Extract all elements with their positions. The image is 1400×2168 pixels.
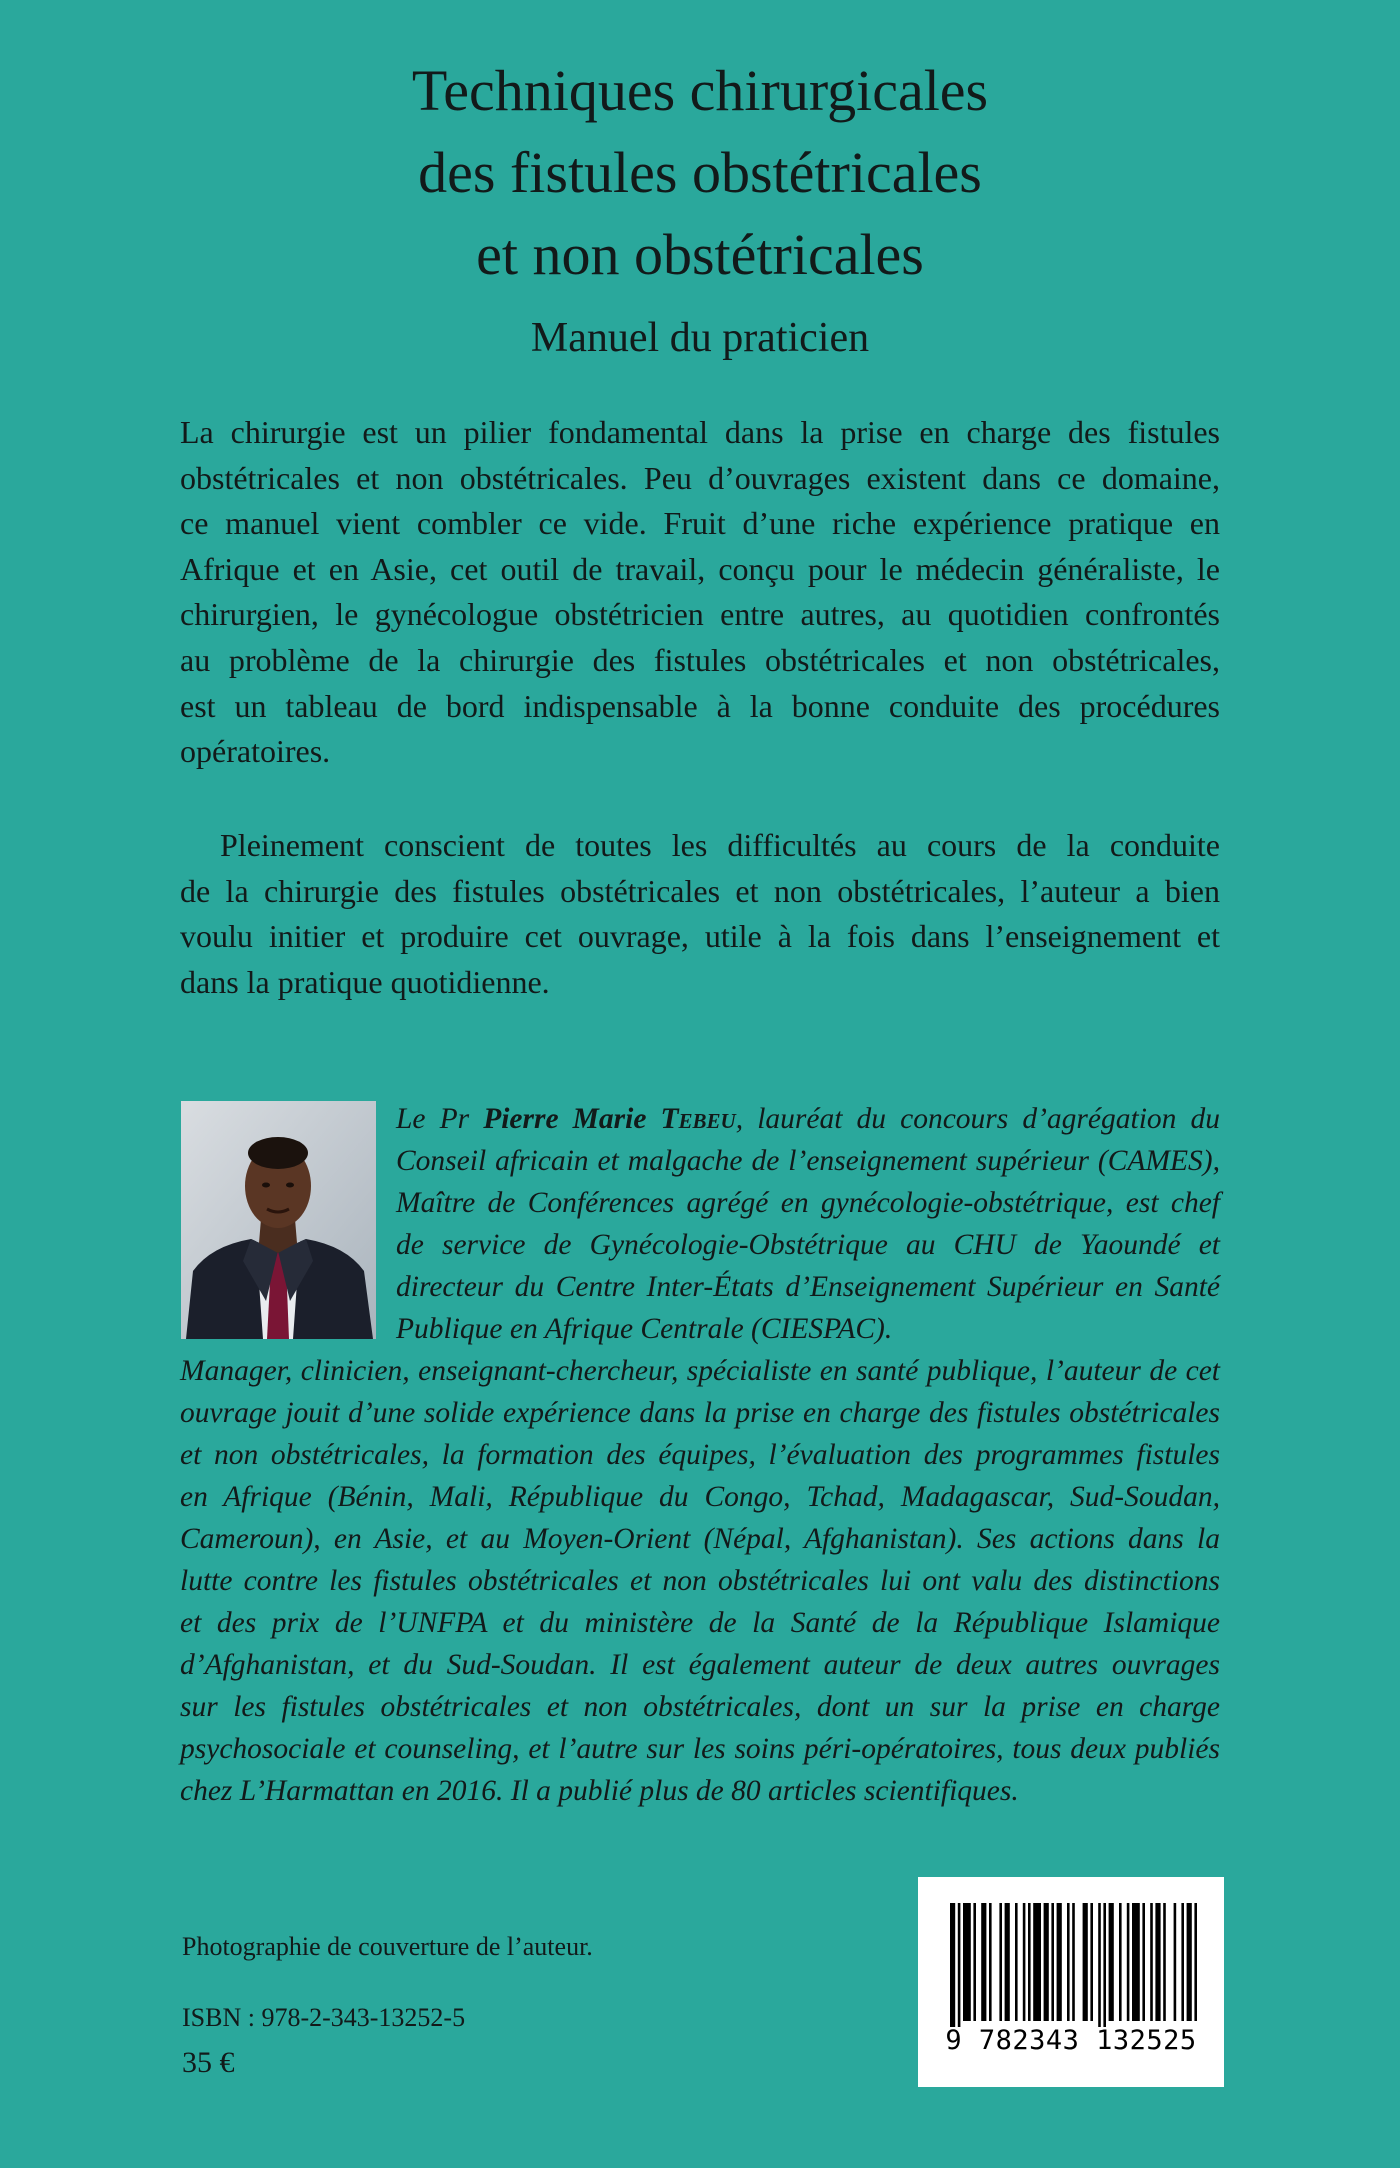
barcode-bar: [1181, 1903, 1184, 2021]
barcode-bar: [1132, 1903, 1140, 2021]
barcode: [918, 1877, 1224, 2087]
paragraph-line: dans la pratique quotidienne.: [180, 963, 550, 1000]
barcode-bar: [1098, 1903, 1101, 2027]
bio-line: psychosociale et counseling, et l’autre sur les soins péri-opératoires, tous deux publiés: [180, 1733, 1220, 1765]
barcode-bar: [1005, 1903, 1010, 2021]
bio-line-1: [396, 1098, 1220, 1140]
bio-line: Publique en Afrique Centrale (CIESPAC).: [396, 1313, 893, 1345]
author-surname: Tebeu: [660, 1103, 736, 1135]
bio-line: ouvrage jouit d’une solide expérience dans la prise en charge des fistules obstétricales: [180, 1397, 1220, 1429]
price: 35 €: [182, 2046, 235, 2079]
bio-line: en Afrique (Bénin, Mali, République du Congo, Tchad, Madagascar, Sud-Soudan,: [180, 1481, 1220, 1513]
barcode-bar: [958, 1903, 961, 2027]
paragraph-line: chirurgien, le gynécologue obstétricien entre autres, au quotidien confrontés: [180, 596, 1220, 633]
bio-line: Manager, clinicien, enseignant-chercheur, spécialiste en santé publique, l’auteur de cet: [180, 1355, 1220, 1387]
barcode-bar: [1015, 1903, 1018, 2021]
barcode-bar: [989, 1903, 992, 2021]
paragraph-line: opératoires.: [180, 733, 331, 770]
barcode-bar: [1083, 1903, 1088, 2021]
paragraph-line: La chirurgie est un pilier fondamental dans la prise en charge des fistules: [180, 414, 1220, 450]
barcode-digits: 9 782343 132525: [945, 2025, 1197, 2056]
paragraph-line: de la chirurgie des fistules obstétricales et non obstétricales, l’auteur a bien: [180, 872, 1220, 909]
bio-line: et des prix de l’UNFPA et du ministère de la Santé de la République Islamique: [180, 1607, 1220, 1639]
barcode-bar: [1033, 1903, 1041, 2021]
barcode-bar: [1194, 1903, 1197, 2021]
bio-line: d’Afghanistan, et du Sud-Soudan. Il est également auteur de deux autres ouvrages: [180, 1649, 1220, 1681]
barcode-bar: [1163, 1903, 1166, 2021]
subtitle: Manuel du praticien: [530, 315, 870, 361]
barcode-bar: [950, 1903, 955, 2027]
title-line-3: et non obstétricales: [476, 222, 924, 287]
bio-prefix: Le Pr: [396, 1103, 484, 1135]
bio-line: Conseil africain et malgache de l’enseignement supérieur (CAMES),: [396, 1145, 1220, 1177]
bio-line: de service de Gynécologie-Obstétrique au CHU de Yaoundé et: [396, 1229, 1220, 1261]
barcode-bar: [1090, 1903, 1093, 2021]
bio-line: chez L’Harmattan en 2016. Il a publié plus de 80 articles scientifiques.: [180, 1775, 1019, 1807]
paragraph-line: Pleinement conscient de toutes les difficultés au cours de la conduite: [220, 827, 1220, 863]
paragraph-line: au problème de la chirurgie des fistules obstétricales et non obstétricales,: [180, 641, 1220, 678]
title-line-2: des fistules obstétricales: [418, 140, 982, 205]
photo-credit: Photographie de couverture de l’auteur.: [182, 1932, 593, 1961]
barcode-bar: [973, 1903, 976, 2021]
barcode-bar: [963, 1903, 971, 2021]
summary-paragraph-1: [180, 410, 1220, 775]
author-bio-top: [396, 1098, 1220, 1350]
bio-line: sur les fistules obstétricales et non obstétricales, dont un sur la prise en charge: [180, 1691, 1220, 1723]
barcode-bars: [918, 1877, 1224, 2027]
barcode-bar: [1187, 1903, 1192, 2021]
barcode-bar: [981, 1903, 986, 2021]
isbn: ISBN : 978-2-343-13252-5: [182, 2003, 466, 2032]
author-bio-rest: [180, 1350, 1220, 1812]
title-block: [0, 50, 1400, 366]
barcode-bar: [1028, 1903, 1031, 2021]
bio-line: et non obstétricales, la formation des équipes, l’évaluation des programmes fistules: [180, 1439, 1220, 1471]
barcode-bar: [1044, 1903, 1049, 2021]
barcode-bar: [1067, 1903, 1070, 2021]
bio-line: lutte contre les fistules obstétricales et non obstétricales lui ont valu des distinctions: [180, 1565, 1220, 1597]
bio-suffix: , lauréat du concours d’agrégation du: [735, 1103, 1220, 1135]
paragraph-line: Afrique et en Asie, cet outil de travail, conçu pour le médecin généraliste, le: [180, 550, 1220, 587]
barcode-bar: [1150, 1903, 1153, 2021]
bio-line: directeur du Centre Inter-États d’Enseignement Supérieur en Santé: [396, 1271, 1220, 1303]
paragraph-line: est un tableau de bord indispensable à la bonne conduite des procédures: [180, 687, 1220, 724]
bio-line: Maître de Conférences agrégé en gynécologie-obstétrique, est chef: [396, 1187, 1220, 1219]
barcode-bar: [1174, 1903, 1177, 2021]
barcode-bar: [1109, 1903, 1114, 2021]
barcode-bar: [999, 1903, 1002, 2021]
barcode-bar: [1051, 1903, 1054, 2021]
title-line-1: Techniques chirurgicales: [411, 58, 989, 123]
barcode-bar: [1142, 1903, 1145, 2021]
barcode-bar: [1155, 1903, 1160, 2021]
bio-line: Cameroun), en Asie, et au Moyen-Orient (Népal, Afghanistan). Ses actions dans la: [180, 1523, 1220, 1555]
barcode-bar: [1072, 1903, 1075, 2021]
paragraph-line: ce manuel vient combler ce vide. Fruit d’une riche expérience pratique en: [180, 505, 1220, 542]
paragraph-line: obstétricales et non obstétricales. Peu d’ouvrages existent dans ce domaine,: [180, 459, 1220, 496]
author-name: Pierre Marie: [483, 1103, 661, 1135]
barcode-bar: [1057, 1903, 1062, 2021]
author-photo: [181, 1101, 376, 1339]
summary-paragraph-2: [180, 823, 1220, 1005]
barcode-bar: [1127, 1903, 1130, 2021]
author-portrait-illustration: [181, 1101, 376, 1339]
barcode-bar: [1103, 1903, 1106, 2027]
barcode-bar: [1023, 1903, 1026, 2021]
paragraph-line: voulu initier et produire cet ouvrage, utile à la fois dans l’enseignement et: [180, 918, 1220, 955]
barcode-bar: [1119, 1903, 1122, 2021]
